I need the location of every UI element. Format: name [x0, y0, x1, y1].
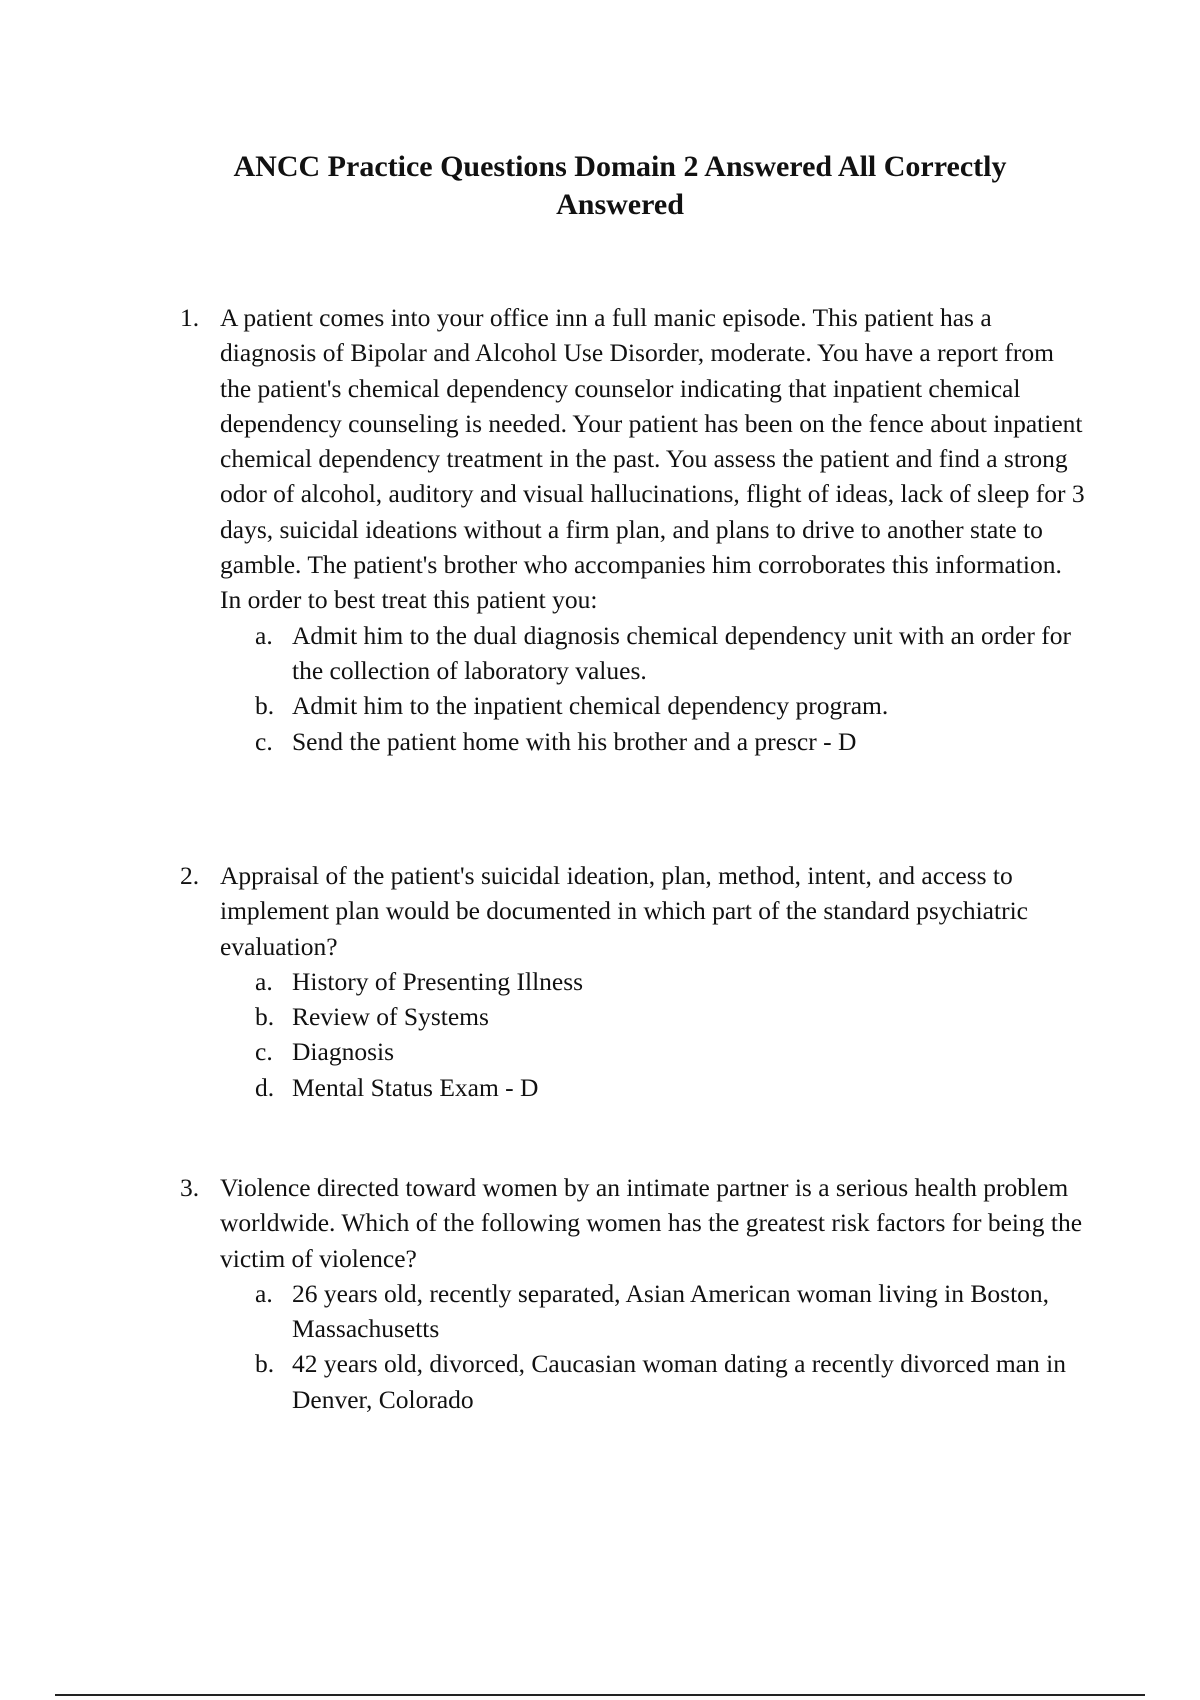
option-text: Review of Systems: [292, 1002, 489, 1032]
question-item: [180, 1170, 1085, 1417]
answer-options: [255, 618, 1085, 759]
answer-option: [255, 964, 1085, 999]
option-text: Admit him to the inpatient chemical dependency program.: [292, 691, 889, 721]
answer-options: [255, 964, 1085, 1105]
option-letter: a.: [255, 620, 273, 650]
option-letter: c.: [255, 726, 273, 756]
question-text: Violence directed toward women by an intimate partner is a serious health problem worldwide. Which of the following women has the greatest risk factors for being the victim of violence?: [220, 1173, 1083, 1273]
option-letter: b.: [255, 691, 275, 721]
question-number: 3.: [180, 1173, 200, 1202]
option-letter: a.: [255, 1278, 273, 1308]
answer-option: [255, 999, 1085, 1034]
option-text: 42 years old, divorced, Caucasian woman dating a recently divorced man in Denver, Colorado: [292, 1349, 1066, 1414]
page-title: ANCC Practice Questions Domain 2 Answered All Correctly Answered: [233, 150, 1007, 221]
answer-option: [255, 1346, 1085, 1417]
option-letter: d.: [255, 1072, 275, 1102]
option-letter: a.: [255, 966, 273, 996]
option-text: Diagnosis: [292, 1037, 394, 1067]
option-text: Admit him to the dual diagnosis chemical dependency unit with an order for the collection of laboratory values.: [292, 620, 1071, 685]
option-letter: b.: [255, 1349, 275, 1379]
question-text: Appraisal of the patient's suicidal ideation, plan, method, intent, and access to implement plan would be documented in which part of the standard psychiatric evaluation?: [220, 861, 1028, 961]
question-item: [180, 858, 1085, 1105]
answer-option: [255, 688, 1085, 723]
answer-option: [255, 618, 1085, 689]
option-text: History of Presenting Illness: [292, 966, 584, 996]
question-number: 2.: [180, 861, 200, 890]
answer-options: [255, 1276, 1085, 1417]
option-text: 26 years old, recently separated, Asian American woman living in Boston, Massachusetts: [292, 1278, 1050, 1344]
option-letter: b.: [255, 1002, 275, 1032]
answer-option: [255, 724, 1085, 759]
option-text: Send the patient home with his brother and a prescr - D: [292, 726, 857, 756]
option-text: Mental Status Exam - D: [292, 1072, 539, 1102]
option-letter: c.: [255, 1037, 273, 1067]
question-number: 1.: [180, 303, 200, 332]
page-bottom-divider: [55, 1694, 1145, 1696]
answer-option: [255, 1276, 1085, 1347]
answer-option: [255, 1034, 1085, 1069]
question-text: A patient comes into your office inn a full manic episode. This patient has a diagnosis of Bipolar and Alcohol Use Disorder, moderate. You have a report from the patient's chemical dependency counselor indicating that inpatient chemical dependency counseling is needed. Your patient has been on the fence about inpatient chemical dependency treatment in the past. You assess the patient and find a strong odor of alcohol, auditory and visual hallucinations, flight of ideas, lack of sleep for 3 days, suicidal ideations without a firm plan, and plans to drive to another state to gamble. The patient's brother who accompanies him corroborates this information. In order to best treat this patient you:: [220, 303, 1085, 615]
question-item: [180, 300, 1085, 759]
answer-option: [255, 1070, 1085, 1105]
